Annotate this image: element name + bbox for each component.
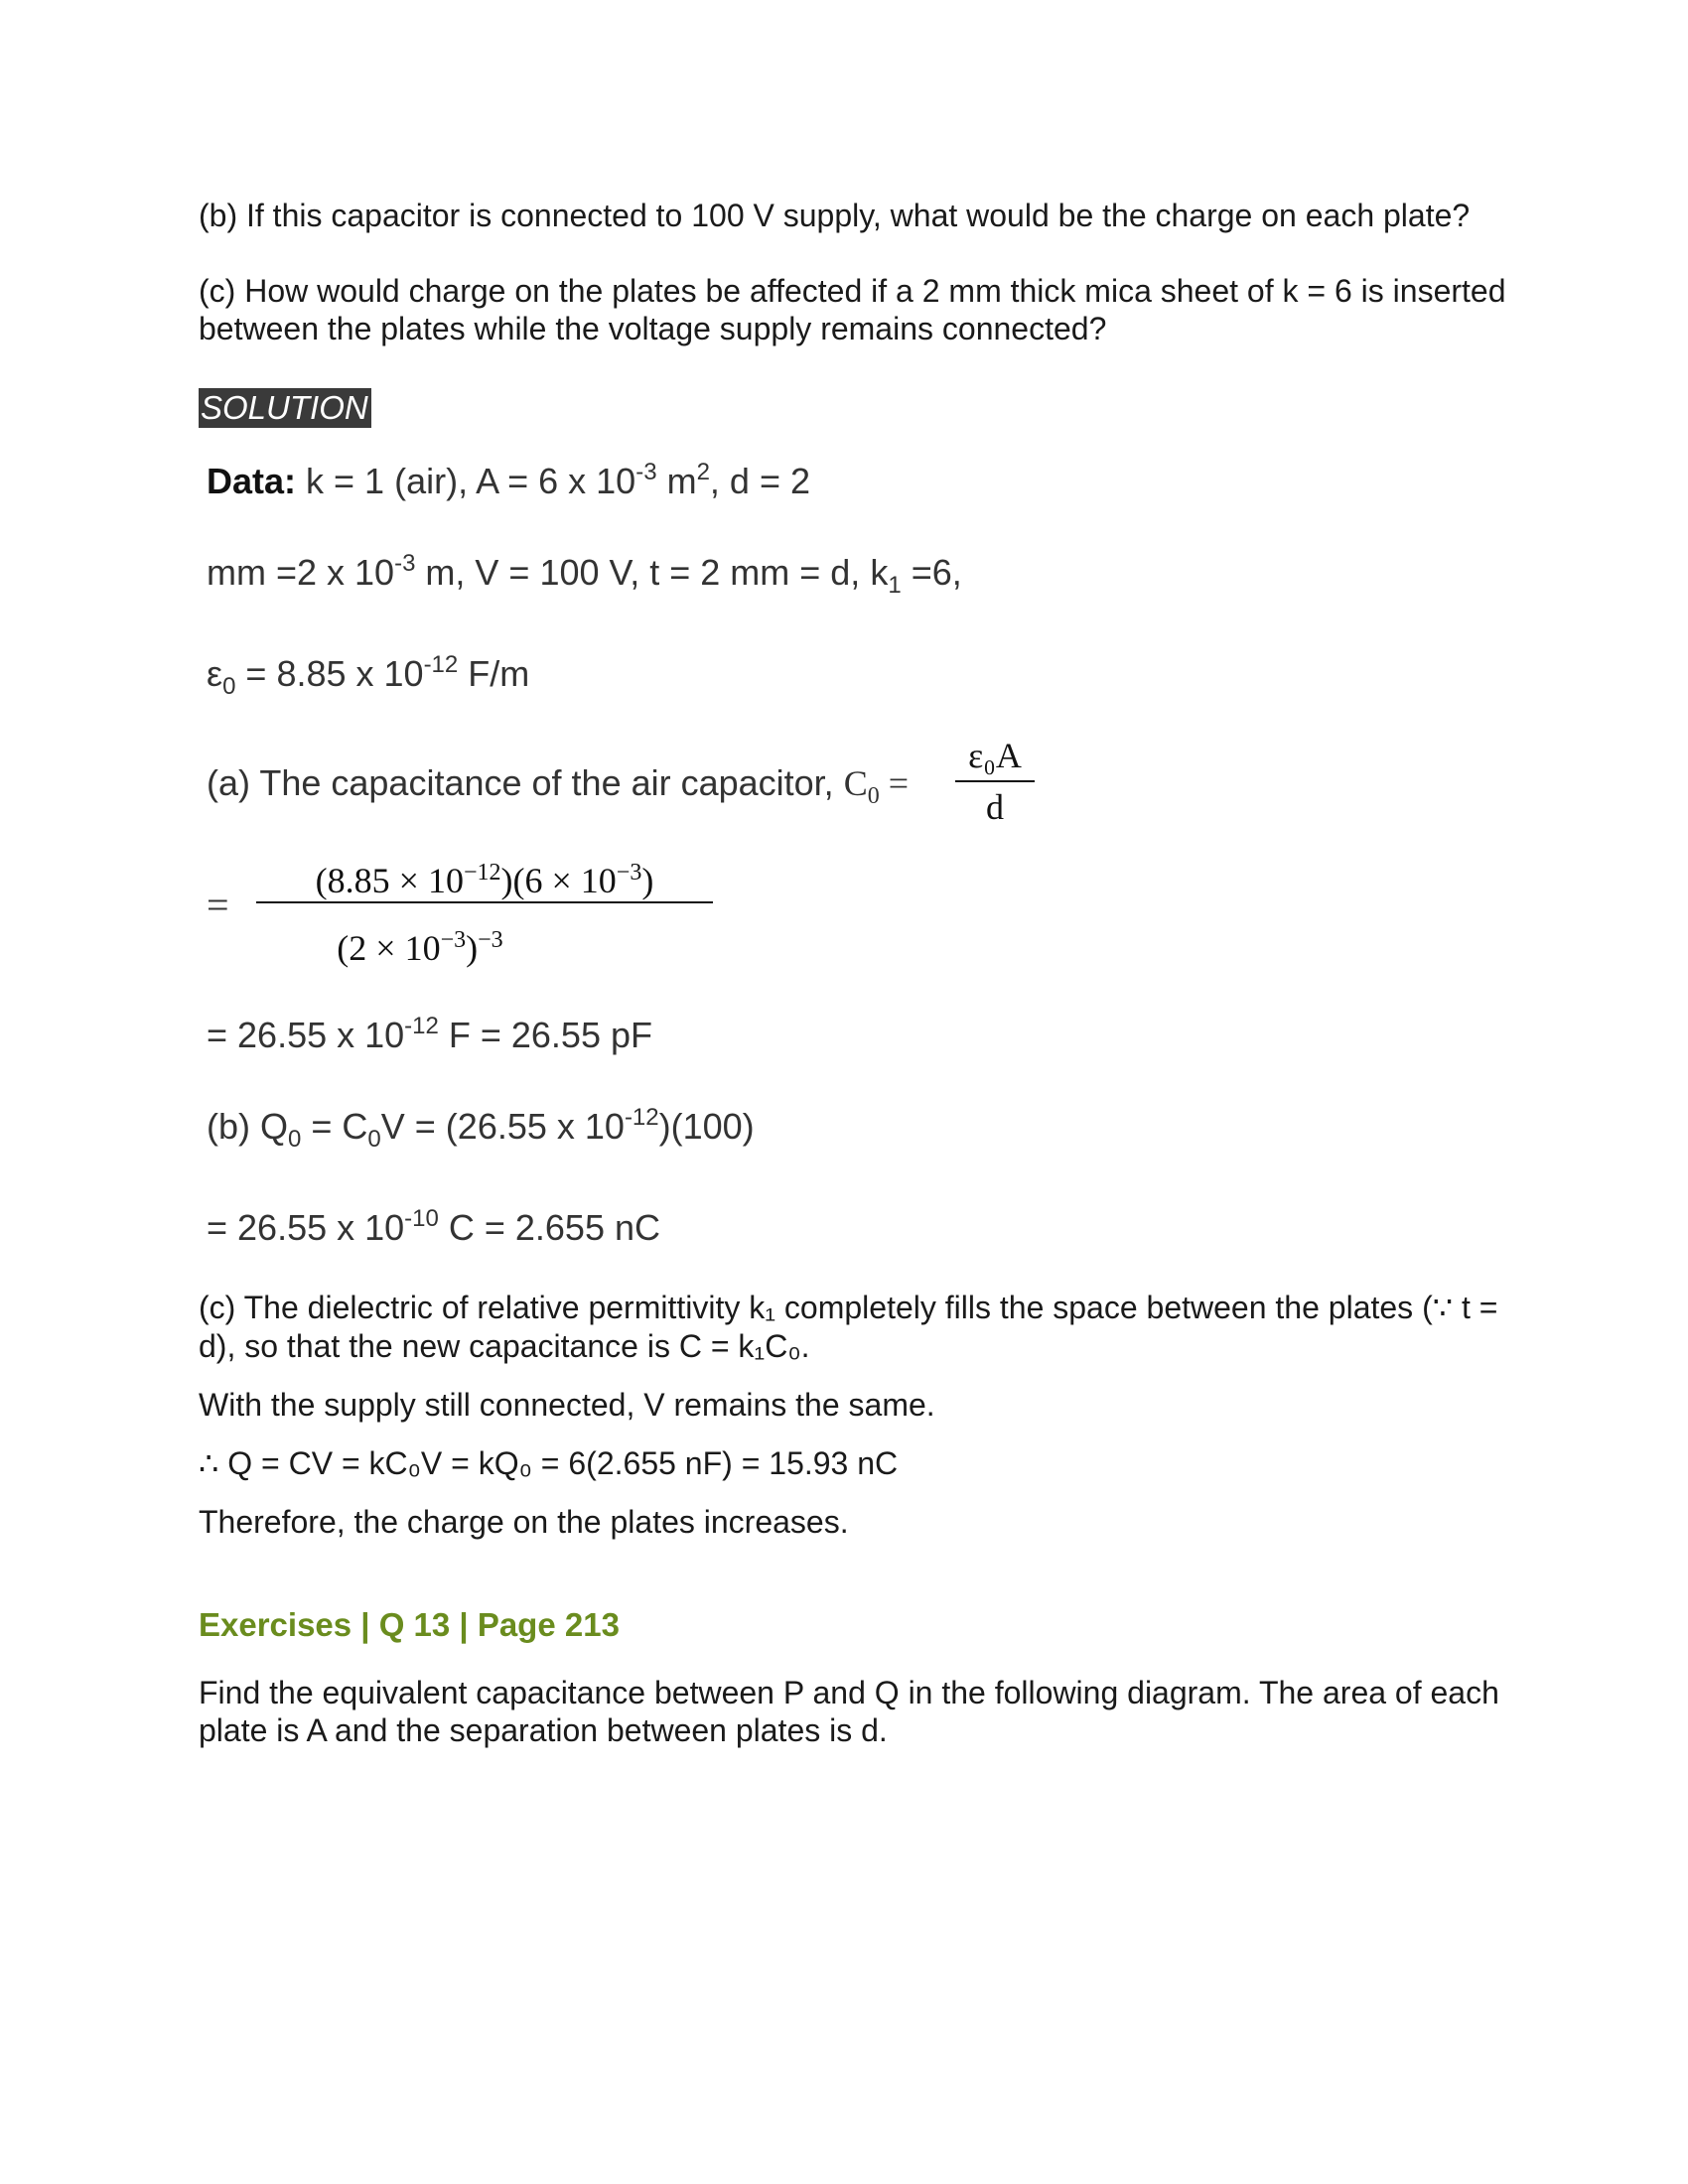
part-a-result — [207, 1015, 652, 1056]
data-line-3-sub: 0 — [222, 673, 236, 700]
data-line-2-sup: -3 — [394, 550, 416, 577]
data-line-3-sup: -12 — [423, 651, 459, 678]
denominator-sup-b: −3 — [478, 927, 503, 953]
exercise-heading: Exercises | Q 13 | Page 213 — [199, 1606, 620, 1643]
part-b-result-sup: -10 — [404, 1205, 439, 1232]
part-c-paragraph-2: With the supply still connected, V remains the same. — [199, 1387, 935, 1423]
numerator-part-c: ) — [641, 861, 654, 900]
numeric-fraction-bar — [256, 901, 713, 903]
data-line-2-text-a: mm =2 x 10 — [207, 552, 395, 593]
part-a-label-line — [207, 762, 910, 809]
part-b-line-1 — [207, 1104, 755, 1153]
part-a-formula-fraction — [955, 735, 1035, 828]
part-b-c: V = (26.55 x 10 — [380, 1106, 625, 1147]
data-line-1 — [207, 461, 810, 502]
question-part-b: (b) If this capacitor is connected to 100 V supply, what would be the charge on each plate? — [199, 198, 1471, 233]
data-line-3-text-b: = 8.85 x 10 — [235, 653, 424, 694]
part-a-result-sup: -12 — [404, 1013, 439, 1039]
part-a-equals-2: = — [207, 883, 229, 927]
part-b-line-2 — [207, 1207, 660, 1249]
numeric-denominator — [256, 915, 713, 973]
part-a-equals: = — [879, 763, 910, 803]
data-line-2-sub: 1 — [888, 572, 902, 599]
part-c-paragraph-1: (c) The dielectric of relative permittivity k₁ completely fills the space between the plates (∵ t = d), so that the new capacitance is C = k₁C₀. — [199, 1290, 1498, 1364]
part-b-result-b: C = 2.655 nC — [438, 1207, 660, 1248]
part-b-b: = C — [301, 1106, 368, 1147]
exercise-question: Find the equivalent capacitance between P and Q in the following diagram. The area of each plate is A and the separation between plates is d. — [199, 1675, 1499, 1748]
denominator-sup-a: −3 — [440, 927, 467, 953]
data-line-3-text-a: ε — [207, 653, 223, 694]
data-line-3 — [207, 651, 530, 700]
numerator-sup-b: −3 — [616, 860, 642, 886]
part-b-sub-1: 0 — [288, 1126, 302, 1153]
data-line-1-text-c: , d = 2 — [709, 461, 810, 501]
data-line-3-text-c: F/m — [458, 653, 530, 694]
solution-label: SOLUTION — [199, 388, 371, 428]
data-line-1-text-a: k = 1 (air), A = 6 x 10 — [296, 461, 636, 501]
part-a-c0-sub: 0 — [867, 783, 880, 809]
numerator-part-a: (8.85 × 10 — [315, 861, 464, 900]
denominator-part-a: (2 × 10 — [337, 928, 441, 968]
part-b-result-a: = 26.55 x 10 — [207, 1207, 405, 1248]
part-a-numeric-fraction — [256, 844, 713, 973]
part-b-a: (b) Q — [207, 1106, 289, 1147]
part-a-result-a: = 26.55 x 10 — [207, 1015, 405, 1055]
fraction-bar — [955, 780, 1035, 782]
part-c-paragraph-3: ∴ Q = CV = kC₀V = kQ₀ = 6(2.655 nF) = 15.93 nC — [199, 1445, 899, 1481]
part-b-sup: -12 — [624, 1104, 659, 1131]
question-part-c: (c) How would charge on the plates be affected if a 2 mm thick mica sheet of k = 6 is inserted between the plates while the voltage supply remains connected? — [199, 273, 1506, 346]
data-line-1-text-b: m — [656, 461, 697, 501]
numerator-sup-a: −12 — [463, 860, 501, 886]
data-line-1-sup-2: 2 — [696, 459, 710, 485]
data-line-2 — [207, 550, 962, 599]
data-line-2-text-b: m, V = 100 V, t = 2 mm = d, k — [415, 552, 889, 593]
fraction-denominator: d — [986, 787, 1004, 827]
numerator-part-b: )(6 × 10 — [500, 861, 617, 900]
data-line-2-text-c: =6, — [901, 552, 962, 593]
part-a-label: (a) The capacitance of the air capacitor, — [207, 762, 844, 803]
fraction-numerator: ε₀A — [968, 736, 1022, 775]
part-b-sub-2: 0 — [367, 1126, 381, 1153]
part-a-c0: C — [843, 763, 868, 803]
numeric-numerator — [256, 844, 713, 901]
data-label: Data: — [207, 461, 297, 501]
data-line-1-sup-1: -3 — [635, 459, 657, 485]
part-c-paragraph-4: Therefore, the charge on the plates increases. — [199, 1504, 849, 1540]
part-b-d: )(100) — [658, 1106, 755, 1147]
part-a-result-b: F = 26.55 pF — [438, 1015, 652, 1055]
denominator-part-b: ) — [466, 928, 479, 968]
